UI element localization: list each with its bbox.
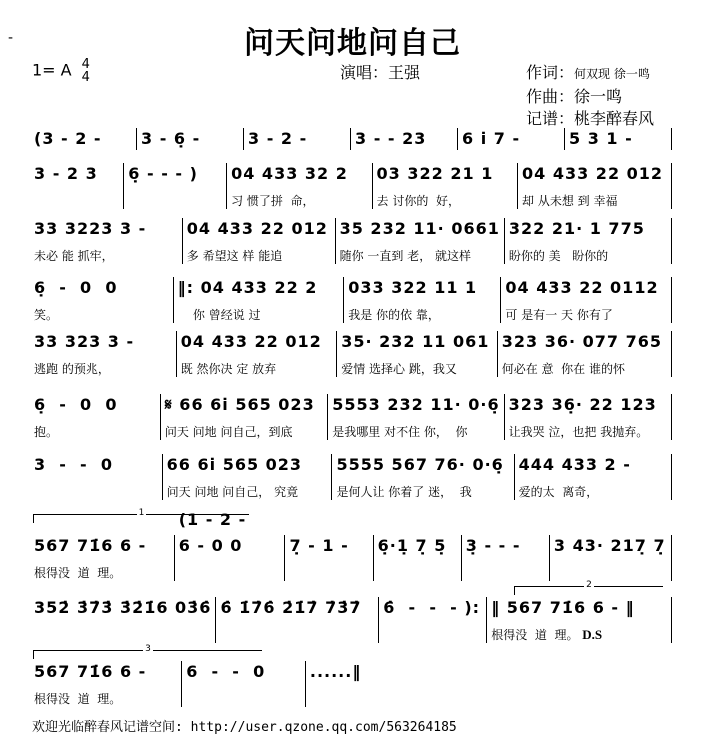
measure (30, 535, 175, 581)
measure-notes: ‖: 04 433 22 2 (177, 278, 318, 297)
measure-notes: 3 - - 0 (34, 455, 113, 474)
lyrics (220, 627, 374, 643)
measure (515, 454, 672, 500)
lyrics (34, 361, 172, 377)
score-row (30, 163, 672, 209)
measure-notes: 444 433 2 - (518, 455, 631, 474)
transcriber: 记谱：桃李醉春风 (526, 109, 655, 128)
measure (174, 277, 345, 323)
lyrics (348, 307, 496, 323)
measure (462, 535, 550, 581)
lyric-text: 是何人让 你着了 迷， 我 (336, 485, 472, 499)
lyrics (554, 565, 667, 581)
measure-notes: ‖ 567 71̇6 6 - ‖ (491, 598, 635, 617)
measure-notes: 6 i̇ 7 - (462, 129, 521, 148)
measure (244, 128, 351, 150)
lyrics (310, 691, 668, 707)
measure-notes: 3 - 2 - (248, 129, 308, 148)
measure-notes: (3 - 2 - (34, 129, 102, 148)
measure-notes: 04 433 22 0112 (505, 278, 659, 297)
lyrics (378, 565, 457, 581)
lyrics (34, 691, 177, 707)
lyrics (466, 565, 545, 581)
measure (30, 218, 183, 264)
measure (336, 218, 505, 264)
measure-notes: 6̣·1̣ 7̣ 5̣ (377, 536, 447, 555)
lyricist (526, 60, 650, 83)
lyric-text: 抱。 (34, 425, 59, 439)
measure-notes: 04 433 22 012 (180, 332, 322, 351)
lyrics (187, 248, 331, 264)
repeat-intro-notes: (1 - 2 - (178, 510, 247, 529)
time-top: 4 (81, 57, 90, 72)
score-row (30, 394, 672, 440)
measure-notes: 322 21· 1 775 (508, 219, 645, 238)
measure-notes: 3 43· 217̣ 7̣ (553, 536, 666, 555)
measure (30, 661, 182, 707)
lyrics (167, 484, 328, 500)
lyrics (34, 627, 211, 643)
lyric-text: 去 讨你的 好， (376, 194, 460, 208)
measure (458, 128, 565, 150)
lyricist-label: 作词： (526, 63, 575, 82)
volta-label: 3 (145, 644, 151, 654)
measure (30, 163, 124, 209)
lyrics (34, 307, 169, 323)
measure-notes: 6 - - 0 (186, 662, 266, 681)
lyric-text: 随你 一直到 老， 就这样 (339, 249, 472, 263)
lyric-text: 却 从未想 到 幸福 (522, 194, 618, 208)
lyric-text: 笑。 (34, 308, 59, 322)
measure (183, 218, 336, 264)
lyric-text: 盼你的 美 盼你的 (508, 249, 609, 263)
lyrics (336, 484, 509, 500)
measure (30, 454, 163, 500)
lyrics (178, 307, 340, 323)
measure (285, 535, 373, 581)
lyric-text: 让我哭 泣，也把 我抛弃。 (508, 425, 649, 439)
lyrics (34, 248, 178, 264)
measure-notes: 5553 232 11· 0·6̣ (332, 395, 500, 414)
measure (30, 331, 177, 377)
score-row (30, 597, 672, 643)
measure-notes: 04 433 32 2 (231, 164, 348, 183)
lyric-text: 多 希望这 样 能追 (186, 249, 283, 263)
lyric-text: 你 曾经说 过 (177, 308, 261, 322)
lyric-text: 问天 问地 问自己，到底 (164, 425, 293, 439)
measure-notes: 03 322 21 1 (376, 164, 494, 183)
lyrics (383, 627, 482, 643)
lyrics (179, 565, 281, 581)
measure-notes: 7̣ - 1 - (289, 536, 349, 555)
lyrics (341, 361, 493, 377)
song-title: 问天问地问自己 (244, 26, 461, 61)
lyric-text: 习 惯了拼 命， (231, 194, 315, 208)
measure (30, 128, 137, 150)
measure (505, 394, 672, 440)
score-row (30, 510, 672, 581)
measure (175, 510, 286, 581)
measure-notes: 04 433 22 012 (186, 219, 328, 238)
measure (373, 163, 518, 209)
score-row (30, 218, 672, 264)
measure-notes: 567 71̇6 6 - (34, 662, 147, 681)
score-row (30, 661, 672, 707)
lyrics (128, 193, 222, 209)
measure-notes: 𝄋 66 6i̇ 565 023 (164, 395, 315, 414)
measure (332, 454, 514, 500)
lyrics (186, 691, 301, 707)
measure (216, 597, 379, 643)
measure-notes: 6̇ 1̇7̇6̇ 2̇1̇7̇ 7̇3̇7̇ (220, 598, 362, 617)
footer-link-text: 欢迎光临醉春风记谱空间: http://user.qzone.qq.com/563264185 (32, 720, 457, 735)
score-row (30, 331, 672, 377)
measure (565, 128, 672, 150)
lyrics (165, 424, 323, 440)
measure (182, 661, 306, 707)
measure-notes: 5 3 1 - (569, 129, 633, 148)
measure (487, 597, 672, 643)
lyrics (505, 307, 667, 323)
measure-notes: 3 - 6̣ - (141, 129, 201, 148)
lyrics (491, 627, 667, 643)
measure-notes: ......‖ (309, 662, 362, 681)
measure-notes: 323 36· 077 765 (501, 332, 662, 351)
key-signature (32, 58, 90, 84)
lyrics (34, 193, 119, 209)
measure (124, 163, 227, 209)
measure (344, 277, 501, 323)
measure-notes: 3 - - 23 (355, 129, 427, 148)
measure (550, 535, 672, 581)
lyrics (519, 484, 667, 500)
lyrics (340, 248, 500, 264)
measure-notes: 35 232 11· 0661 (339, 219, 500, 238)
volta-bracket-2 (514, 580, 663, 595)
lyrics (289, 565, 368, 581)
measure (177, 331, 338, 377)
measure (505, 218, 672, 264)
measure (374, 535, 462, 581)
volta-label: 2 (586, 580, 592, 590)
lyrics (34, 565, 170, 581)
volta-bracket-3 (33, 644, 262, 659)
measure (227, 163, 372, 209)
composer: 作曲：徐一鸣 (526, 87, 623, 106)
measure-notes: 33 3223 3 - (34, 219, 147, 238)
measure-notes: 5555 567 76· 0·6̣ (336, 455, 504, 474)
lyric-text: 爱情 选择心 跳，我又 (341, 362, 457, 376)
lyric-text: 是我哪里 对不住 你， 你 (332, 425, 468, 439)
measure (351, 128, 458, 150)
lyrics (509, 248, 667, 264)
lyric-text: 根得没 道 理。 (34, 566, 122, 580)
dal-segno-mark: D.S (582, 627, 603, 642)
measure-notes: 04 433 22 012 (522, 164, 664, 183)
measure-notes: 66 6i̇ 565 023 (166, 455, 303, 474)
lyrics (502, 361, 667, 377)
measure (30, 277, 174, 323)
lyric-text: 既 然你决 定 放弃 (180, 362, 277, 376)
lyric-text: 爱的太 离奇， (518, 485, 599, 499)
measure (161, 394, 328, 440)
lyrics (509, 424, 667, 440)
measure (379, 597, 487, 643)
measure-notes: 3̣ - - - (465, 536, 521, 555)
score-row (30, 128, 672, 150)
score-row (30, 454, 672, 500)
measure (30, 394, 161, 440)
measure (337, 331, 498, 377)
lyric-text: 我是 你的依 靠， (348, 308, 440, 322)
time-signature (82, 58, 90, 84)
lyric-text: 问天 问地 问自己， 究竟 (166, 485, 299, 499)
measure-notes: 352̇ 3̇7̇3̇ 3̇2̇1̇6 03̇6̇ (34, 598, 212, 617)
key-label: 1= A (32, 60, 72, 80)
measure (328, 394, 504, 440)
lyricist-name: 何双现 徐一鸣 (574, 67, 650, 81)
lyric-text: 未必 能 抓牢， (34, 249, 114, 263)
measure (137, 128, 244, 150)
measure-notes: 33 323 3 - (34, 332, 135, 351)
time-bottom: 4 (81, 70, 90, 85)
lyrics (34, 424, 156, 440)
measure (498, 331, 672, 377)
lyrics (34, 484, 158, 500)
measure (501, 277, 672, 323)
lyric-text: 逃跑 的预兆， (34, 362, 110, 376)
lyrics (332, 424, 499, 440)
score-row (30, 277, 672, 323)
measure-notes: 323 36̣· 22 123 (508, 395, 657, 414)
lyric-text: 何必在 意 你在 谁的怀 (501, 362, 625, 376)
measure-notes: 567 71̇6 6 - (34, 536, 147, 555)
measure-notes: 6̣ - 0 0 (34, 278, 118, 297)
singer: 演唱：王强 (340, 63, 421, 82)
measure (306, 661, 672, 707)
lyrics (181, 361, 333, 377)
measure (30, 597, 216, 643)
lyrics (231, 193, 367, 209)
measure-notes: 6 - 0 0 (178, 536, 243, 555)
measure-notes: 3 - 2 3 (34, 164, 98, 183)
corner-mark: - (8, 30, 14, 46)
lyric-text: 根得没 道 理。 (34, 692, 122, 706)
measure-notes: 6̣ - 0 0 (34, 395, 118, 414)
lyrics (522, 193, 667, 209)
lyric-text: 可 是有一 天 你有了 (505, 308, 613, 322)
measure-notes: 35· 232 11 061 (341, 332, 490, 351)
lyrics (377, 193, 513, 209)
measure (518, 163, 672, 209)
volta-label: 1 (138, 508, 145, 518)
measure-notes: 033 322 11 1 (348, 278, 478, 297)
measure-notes: 6̣ - - - ) (128, 164, 198, 183)
measure (163, 454, 333, 500)
lyric-text: 根得没 道 理。 (491, 628, 583, 642)
measure-notes: 6̇ - - - ): (383, 598, 481, 617)
